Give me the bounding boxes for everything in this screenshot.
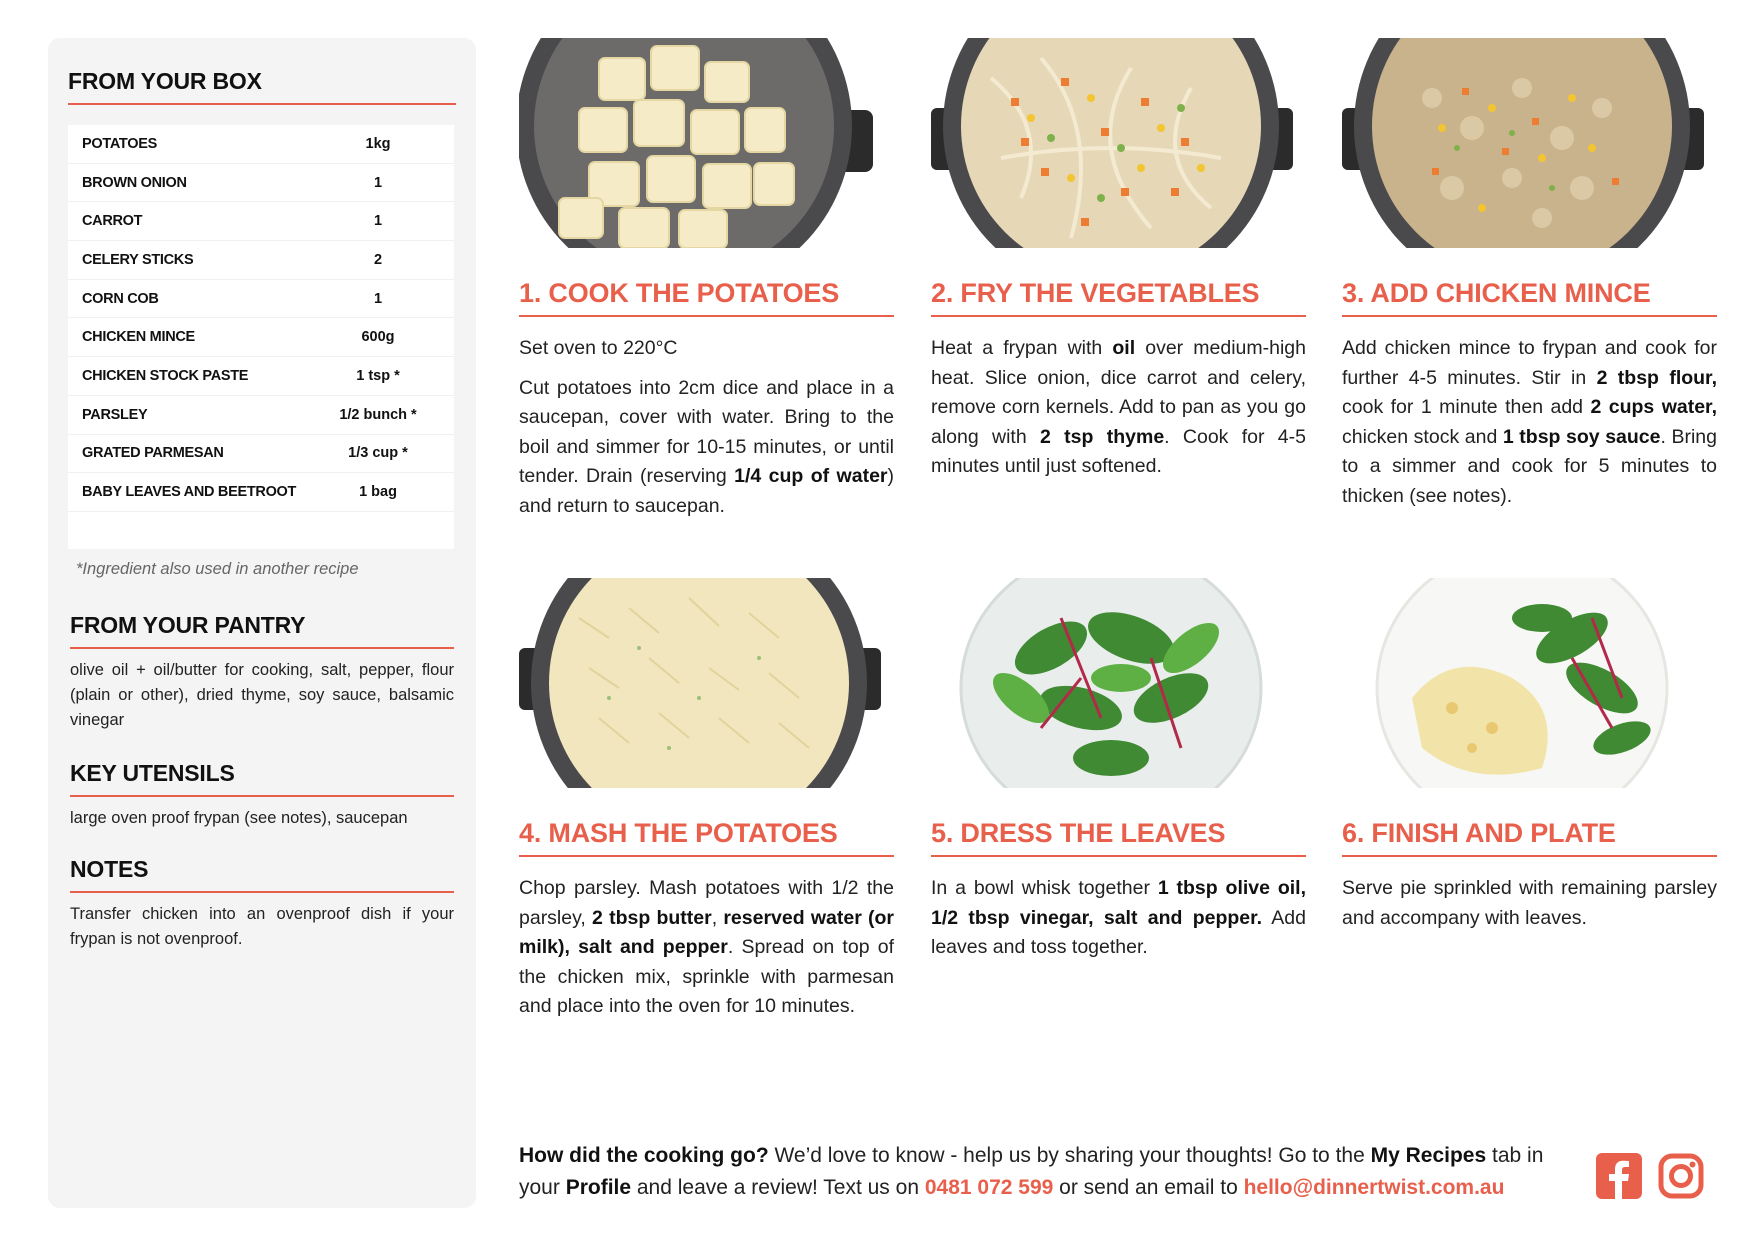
frying-vegetables-image: [931, 38, 1293, 248]
step-3-text: Add chicken mince to frypan and cook for further 4-5 minutes. Stir in 2 tbsp flour, cook for 1 minute then add 2 cups water, chicken stock and 1 tbsp soy sauce. Bring to a simmer and cook for 5 minutes to thicken (see notes).: [1342, 337, 1717, 507]
step-5-title: 5. DRESS THE LEAVES: [931, 818, 1306, 857]
step-6-body: [1342, 874, 1717, 943]
email-link[interactable]: hello@dinnertwist.com.au: [1243, 1176, 1505, 1199]
ingredient-row: [68, 473, 454, 512]
utensils-text: large oven proof frypan (see notes), saucepan: [70, 809, 408, 827]
ingredient-qty: 1kg: [365, 135, 391, 152]
ingredient-footnote: *Ingredient also used in another recipe: [76, 560, 359, 578]
ingredient-name: CELERY STICKS: [82, 251, 194, 268]
ingredient-row: [68, 241, 454, 280]
ingredient-qty: 600g: [361, 329, 395, 346]
step-6-title: 6. FINISH AND PLATE: [1342, 818, 1717, 857]
step-4-body: [519, 874, 894, 1032]
notes-title: NOTES: [70, 856, 454, 893]
salad-bowl-image: [931, 578, 1293, 788]
utensils-title: KEY UTENSILS: [70, 760, 454, 797]
ingredient-name: CORN COB: [82, 290, 159, 307]
ingredients-panel: [48, 38, 476, 1208]
ingredient-qty: 1/3 cup *: [348, 445, 408, 462]
ingredient-name: PARSLEY: [82, 406, 148, 423]
ingredient-row: [68, 125, 454, 164]
plated-pie-image: [1342, 578, 1704, 788]
step-4-title: 4. MASH THE POTATOES: [519, 818, 894, 857]
step-4-text: Chop parsley. Mash potatoes with 1/2 the parsley, 2 tbsp butter, reserved water (or milk), salt and pepper. Spread on top of the chicken mix, sprinkle with parmesan and place into the oven for 10 minutes.: [519, 877, 894, 1017]
ingredient-qty: 1: [373, 290, 383, 307]
step-5-text: In a bowl whisk together 1 tbsp olive oil, 1/2 tbsp vinegar, salt and pepper. Add leaves and toss together.: [931, 877, 1306, 958]
step-1-text: Set oven to 220°C: [519, 337, 678, 359]
step-1-body: [519, 334, 894, 531]
phone-link[interactable]: 0481 072 599: [924, 1176, 1054, 1199]
ingredient-qty: 1 tsp *: [356, 367, 400, 384]
potatoes-in-pot-image: [519, 38, 881, 248]
step-2-text: Heat a frypan with oil over medium-high heat. Slice onion, dice carrot and celery, remove corn kernels. Add to pan as you go along with 2 tsp thyme. Cook for 4-5 minutes until just softened.: [931, 337, 1306, 477]
ingredient-name: GRATED PARMESAN: [82, 445, 224, 462]
facebook-icon[interactable]: [1596, 1153, 1642, 1199]
my-recipes-link[interactable]: My Recipes: [1370, 1144, 1487, 1167]
notes-text: Transfer chicken into an ovenproof dish if your frypan is not ovenproof.: [70, 905, 454, 948]
step-2-body: [931, 334, 1306, 492]
ingredient-name: CHICKEN STOCK PASTE: [82, 367, 249, 384]
ingredient-row: [68, 396, 454, 435]
step-1-title: 1. COOK THE POTATOES: [519, 278, 894, 317]
step-1-text: Cut potatoes into 2cm dice and place in a saucepan, cover with water. Bring to the boil and simmer for 10-15 minutes, or until tender. Drain (reserving 1/4 cup of water) and return to saucepan.: [519, 376, 894, 517]
step-3-title: 3. ADD CHICKEN MINCE: [1342, 278, 1717, 317]
ingredient-row: [68, 318, 454, 357]
step-3-body: [1342, 334, 1717, 521]
ingredient-row: [68, 164, 454, 203]
ingredient-qty: 1 bag: [359, 484, 397, 501]
ingredient-name: POTATOES: [82, 135, 157, 152]
step-2-title: 2. FRY THE VEGETABLES: [931, 278, 1306, 317]
ingredient-row: [68, 280, 454, 319]
ingredient-qty: 2: [373, 251, 383, 268]
instagram-icon[interactable]: [1658, 1153, 1704, 1199]
from-your-box-title: FROM YOUR BOX: [68, 68, 456, 105]
ingredient-row: [68, 202, 454, 241]
step-6-text: Serve pie sprinkled with remaining parsley and accompany with leaves.: [1342, 877, 1717, 929]
ingredient-name: BROWN ONION: [82, 174, 187, 191]
ingredients-table: [68, 125, 454, 549]
chicken-mince-pan-image: [1342, 38, 1704, 248]
ingredient-row: [68, 357, 454, 396]
feedback-footer: How did the cooking go? We’d love to know - help us by sharing your thoughts! Go to the My Recipes tab in your Profile and leave a review! Text us on 0481 072 599 or send an email to hello@dinnertwist.com.au: [519, 1144, 1544, 1199]
footer-question: How did the cooking go?: [519, 1144, 769, 1167]
ingredient-qty: 1: [373, 213, 383, 230]
pantry-text: olive oil + oil/butter for cooking, salt, pepper, flour (plain or other), dried thyme, soy sauce, balsamic vinegar: [70, 661, 454, 729]
ingredient-name: BABY LEAVES AND BEETROOT: [82, 484, 297, 501]
profile-link[interactable]: Profile: [565, 1176, 632, 1199]
step-5-body: [931, 874, 1306, 973]
ingredient-name: CHICKEN MINCE: [82, 329, 195, 346]
ingredient-qty: 1/2 bunch *: [339, 406, 417, 423]
ingredient-name: CARROT: [82, 213, 143, 230]
ingredient-row: [68, 435, 454, 474]
pantry-title: FROM YOUR PANTRY: [70, 612, 454, 649]
ingredient-qty: 1: [373, 174, 383, 191]
mashed-potato-pan-image: [519, 578, 881, 788]
